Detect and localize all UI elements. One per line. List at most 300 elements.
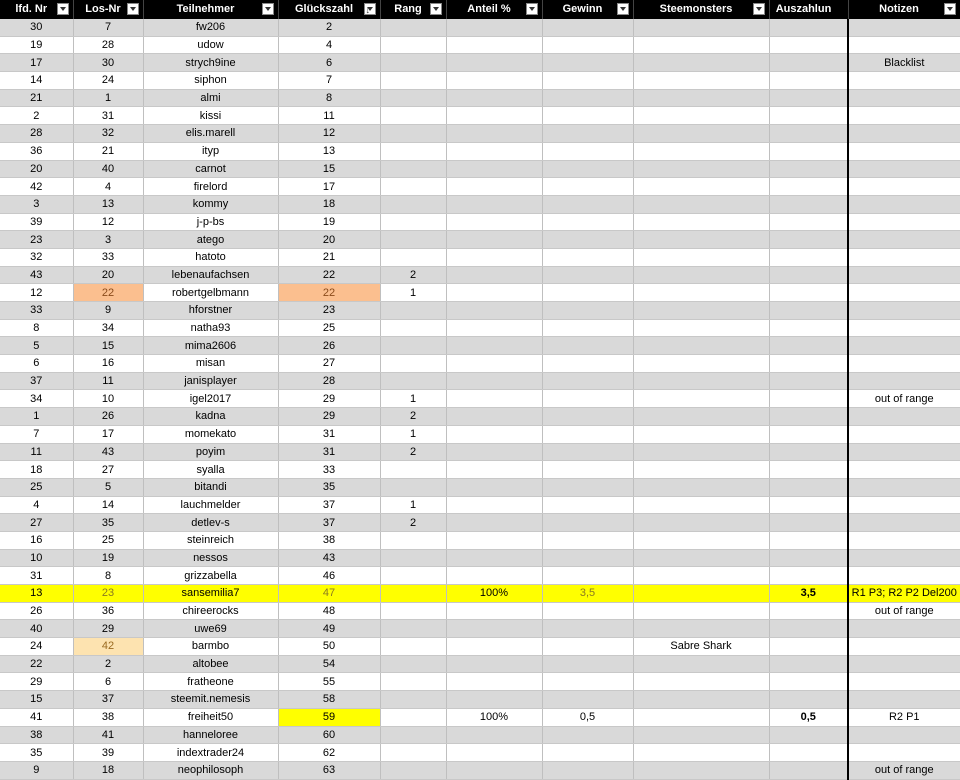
cell-glueckszahl[interactable]: 46 <box>278 567 380 585</box>
cell-glueckszahl[interactable]: 8 <box>278 89 380 107</box>
cell-rang[interactable] <box>380 36 446 54</box>
cell-anteil[interactable] <box>446 372 542 390</box>
cell-gewinn[interactable] <box>542 36 633 54</box>
cell-lfd-nr[interactable]: 1 <box>0 408 73 426</box>
cell-anteil[interactable] <box>446 549 542 567</box>
cell-teilnehmer[interactable]: misan <box>143 355 278 373</box>
cell-auszahlung[interactable] <box>769 726 848 744</box>
cell-los-nr[interactable]: 39 <box>73 744 143 762</box>
cell-auszahlung[interactable] <box>769 655 848 673</box>
cell-notizen[interactable] <box>848 408 960 426</box>
cell-notizen[interactable]: R2 P1 <box>848 708 960 726</box>
cell-glueckszahl[interactable]: 12 <box>278 125 380 143</box>
cell-steemonsters[interactable] <box>633 620 769 638</box>
cell-gewinn[interactable] <box>542 248 633 266</box>
cell-los-nr[interactable]: 43 <box>73 443 143 461</box>
cell-anteil[interactable] <box>446 337 542 355</box>
cell-gewinn[interactable] <box>542 425 633 443</box>
cell-lfd-nr[interactable]: 13 <box>0 585 73 603</box>
cell-glueckszahl[interactable]: 62 <box>278 744 380 762</box>
cell-gewinn[interactable] <box>542 355 633 373</box>
cell-anteil[interactable] <box>446 461 542 479</box>
cell-rang[interactable]: 1 <box>380 390 446 408</box>
cell-anteil[interactable]: 100% <box>446 585 542 603</box>
cell-rang[interactable] <box>380 726 446 744</box>
cell-steemonsters[interactable] <box>633 691 769 709</box>
cell-auszahlung[interactable] <box>769 89 848 107</box>
cell-teilnehmer[interactable]: firelord <box>143 178 278 196</box>
cell-steemonsters[interactable] <box>633 36 769 54</box>
cell-rang[interactable] <box>380 302 446 320</box>
cell-steemonsters[interactable] <box>633 72 769 90</box>
cell-los-nr[interactable]: 36 <box>73 602 143 620</box>
filter-dropdown-icon[interactable] <box>430 3 442 15</box>
cell-auszahlung[interactable] <box>769 408 848 426</box>
cell-auszahlung[interactable] <box>769 461 848 479</box>
cell-rang[interactable]: 2 <box>380 266 446 284</box>
cell-los-nr[interactable]: 22 <box>73 284 143 302</box>
cell-gewinn[interactable] <box>542 408 633 426</box>
cell-steemonsters[interactable] <box>633 443 769 461</box>
cell-los-nr[interactable]: 42 <box>73 638 143 656</box>
cell-steemonsters[interactable] <box>633 19 769 36</box>
cell-anteil[interactable] <box>446 54 542 72</box>
cell-notizen[interactable] <box>848 531 960 549</box>
cell-lfd-nr[interactable]: 37 <box>0 372 73 390</box>
cell-notizen[interactable] <box>848 337 960 355</box>
cell-lfd-nr[interactable]: 40 <box>0 620 73 638</box>
sort-filter-icon[interactable] <box>364 3 376 15</box>
cell-los-nr[interactable]: 8 <box>73 567 143 585</box>
cell-los-nr[interactable]: 20 <box>73 266 143 284</box>
cell-lfd-nr[interactable]: 39 <box>0 213 73 231</box>
cell-lfd-nr[interactable]: 25 <box>0 478 73 496</box>
cell-rang[interactable] <box>380 54 446 72</box>
cell-auszahlung[interactable] <box>769 36 848 54</box>
cell-teilnehmer[interactable]: uwe69 <box>143 620 278 638</box>
cell-notizen[interactable] <box>848 142 960 160</box>
cell-teilnehmer[interactable]: hatoto <box>143 248 278 266</box>
cell-teilnehmer[interactable]: j-p-bs <box>143 213 278 231</box>
cell-anteil[interactable] <box>446 691 542 709</box>
cell-auszahlung[interactable] <box>769 19 848 36</box>
cell-gewinn[interactable] <box>542 319 633 337</box>
cell-steemonsters[interactable] <box>633 231 769 249</box>
cell-gewinn[interactable] <box>542 390 633 408</box>
cell-gewinn[interactable] <box>542 602 633 620</box>
cell-teilnehmer[interactable]: mima2606 <box>143 337 278 355</box>
cell-gewinn[interactable] <box>542 284 633 302</box>
cell-auszahlung[interactable] <box>769 302 848 320</box>
cell-steemonsters[interactable] <box>633 213 769 231</box>
cell-notizen[interactable] <box>848 461 960 479</box>
cell-rang[interactable] <box>380 213 446 231</box>
cell-anteil[interactable] <box>446 761 542 779</box>
cell-auszahlung[interactable] <box>769 72 848 90</box>
cell-steemonsters[interactable] <box>633 478 769 496</box>
cell-glueckszahl[interactable]: 13 <box>278 142 380 160</box>
cell-teilnehmer[interactable]: syalla <box>143 461 278 479</box>
cell-auszahlung[interactable] <box>769 337 848 355</box>
cell-teilnehmer[interactable]: poyim <box>143 443 278 461</box>
cell-gewinn[interactable] <box>542 638 633 656</box>
cell-anteil[interactable] <box>446 107 542 125</box>
cell-glueckszahl[interactable]: 43 <box>278 549 380 567</box>
cell-los-nr[interactable]: 18 <box>73 761 143 779</box>
cell-notizen[interactable] <box>848 638 960 656</box>
cell-auszahlung[interactable] <box>769 178 848 196</box>
cell-auszahlung[interactable] <box>769 425 848 443</box>
cell-glueckszahl[interactable]: 37 <box>278 514 380 532</box>
cell-notizen[interactable]: R1 P3; R2 P2 Del200 <box>848 585 960 603</box>
cell-teilnehmer[interactable]: detlev-s <box>143 514 278 532</box>
cell-auszahlung[interactable] <box>769 478 848 496</box>
cell-anteil[interactable] <box>446 408 542 426</box>
cell-steemonsters[interactable] <box>633 337 769 355</box>
cell-gewinn[interactable] <box>542 54 633 72</box>
cell-glueckszahl[interactable]: 29 <box>278 408 380 426</box>
cell-glueckszahl[interactable]: 15 <box>278 160 380 178</box>
cell-teilnehmer[interactable]: fw206 <box>143 19 278 36</box>
cell-teilnehmer[interactable]: kissi <box>143 107 278 125</box>
cell-steemonsters[interactable] <box>633 461 769 479</box>
cell-notizen[interactable] <box>848 266 960 284</box>
cell-auszahlung[interactable] <box>769 744 848 762</box>
cell-gewinn[interactable] <box>542 531 633 549</box>
cell-anteil[interactable] <box>446 744 542 762</box>
cell-auszahlung[interactable] <box>769 107 848 125</box>
cell-rang[interactable]: 2 <box>380 443 446 461</box>
cell-los-nr[interactable]: 25 <box>73 531 143 549</box>
cell-steemonsters[interactable] <box>633 567 769 585</box>
cell-notizen[interactable] <box>848 89 960 107</box>
cell-steemonsters[interactable] <box>633 655 769 673</box>
cell-los-nr[interactable]: 34 <box>73 319 143 337</box>
cell-gewinn[interactable] <box>542 302 633 320</box>
cell-lfd-nr[interactable]: 15 <box>0 691 73 709</box>
cell-anteil[interactable] <box>446 496 542 514</box>
cell-gewinn[interactable] <box>542 549 633 567</box>
cell-gewinn[interactable] <box>542 178 633 196</box>
cell-los-nr[interactable]: 29 <box>73 620 143 638</box>
cell-glueckszahl[interactable]: 25 <box>278 319 380 337</box>
cell-auszahlung[interactable] <box>769 691 848 709</box>
cell-teilnehmer[interactable]: strych9ine <box>143 54 278 72</box>
cell-anteil[interactable] <box>446 638 542 656</box>
cell-glueckszahl[interactable]: 18 <box>278 195 380 213</box>
cell-anteil[interactable] <box>446 284 542 302</box>
cell-teilnehmer[interactable]: janisplayer <box>143 372 278 390</box>
cell-los-nr[interactable]: 31 <box>73 107 143 125</box>
cell-lfd-nr[interactable]: 27 <box>0 514 73 532</box>
cell-rang[interactable] <box>380 178 446 196</box>
cell-auszahlung[interactable] <box>769 125 848 143</box>
cell-los-nr[interactable]: 23 <box>73 585 143 603</box>
cell-gewinn[interactable]: 0,5 <box>542 708 633 726</box>
cell-lfd-nr[interactable]: 4 <box>0 496 73 514</box>
cell-los-nr[interactable]: 15 <box>73 337 143 355</box>
cell-steemonsters[interactable] <box>633 390 769 408</box>
cell-lfd-nr[interactable]: 5 <box>0 337 73 355</box>
cell-auszahlung[interactable] <box>769 620 848 638</box>
cell-notizen[interactable]: out of range <box>848 761 960 779</box>
cell-gewinn[interactable] <box>542 231 633 249</box>
cell-notizen[interactable] <box>848 691 960 709</box>
cell-steemonsters[interactable] <box>633 531 769 549</box>
cell-anteil[interactable] <box>446 355 542 373</box>
cell-notizen[interactable] <box>848 302 960 320</box>
cell-lfd-nr[interactable]: 6 <box>0 355 73 373</box>
cell-gewinn[interactable] <box>542 691 633 709</box>
cell-notizen[interactable] <box>848 514 960 532</box>
cell-rang[interactable] <box>380 355 446 373</box>
cell-teilnehmer[interactable]: grizzabella <box>143 567 278 585</box>
cell-auszahlung[interactable] <box>769 761 848 779</box>
cell-notizen[interactable] <box>848 178 960 196</box>
cell-notizen[interactable] <box>848 72 960 90</box>
cell-los-nr[interactable]: 30 <box>73 54 143 72</box>
cell-glueckszahl[interactable]: 35 <box>278 478 380 496</box>
cell-auszahlung[interactable] <box>769 549 848 567</box>
cell-glueckszahl[interactable]: 11 <box>278 107 380 125</box>
cell-rang[interactable] <box>380 673 446 691</box>
cell-rang[interactable]: 1 <box>380 284 446 302</box>
cell-teilnehmer[interactable]: lebenaufachsen <box>143 266 278 284</box>
cell-lfd-nr[interactable]: 14 <box>0 72 73 90</box>
cell-rang[interactable] <box>380 72 446 90</box>
cell-teilnehmer[interactable]: freiheit50 <box>143 708 278 726</box>
cell-anteil[interactable] <box>446 160 542 178</box>
cell-los-nr[interactable]: 19 <box>73 549 143 567</box>
cell-lfd-nr[interactable]: 8 <box>0 319 73 337</box>
cell-glueckszahl[interactable]: 37 <box>278 496 380 514</box>
cell-los-nr[interactable]: 32 <box>73 125 143 143</box>
cell-glueckszahl[interactable]: 49 <box>278 620 380 638</box>
cell-gewinn[interactable] <box>542 72 633 90</box>
cell-auszahlung[interactable] <box>769 390 848 408</box>
cell-los-nr[interactable]: 28 <box>73 36 143 54</box>
cell-los-nr[interactable]: 10 <box>73 390 143 408</box>
cell-steemonsters[interactable] <box>633 372 769 390</box>
cell-lfd-nr[interactable]: 43 <box>0 266 73 284</box>
cell-gewinn[interactable] <box>542 567 633 585</box>
cell-anteil[interactable] <box>446 36 542 54</box>
cell-steemonsters[interactable] <box>633 744 769 762</box>
cell-gewinn[interactable] <box>542 89 633 107</box>
cell-anteil[interactable] <box>446 195 542 213</box>
cell-teilnehmer[interactable]: siphon <box>143 72 278 90</box>
filter-dropdown-icon[interactable] <box>57 3 69 15</box>
cell-anteil[interactable] <box>446 673 542 691</box>
cell-glueckszahl[interactable]: 48 <box>278 602 380 620</box>
cell-steemonsters[interactable] <box>633 89 769 107</box>
cell-anteil[interactable] <box>446 726 542 744</box>
cell-auszahlung[interactable]: 3,5 <box>769 585 848 603</box>
cell-gewinn[interactable] <box>542 461 633 479</box>
cell-notizen[interactable] <box>848 284 960 302</box>
cell-notizen[interactable] <box>848 248 960 266</box>
cell-anteil[interactable] <box>446 478 542 496</box>
cell-teilnehmer[interactable]: neophilosoph <box>143 761 278 779</box>
cell-los-nr[interactable]: 38 <box>73 708 143 726</box>
cell-anteil[interactable] <box>446 443 542 461</box>
cell-los-nr[interactable]: 40 <box>73 160 143 178</box>
cell-notizen[interactable] <box>848 213 960 231</box>
cell-gewinn[interactable] <box>542 160 633 178</box>
cell-notizen[interactable] <box>848 195 960 213</box>
cell-steemonsters[interactable] <box>633 319 769 337</box>
cell-glueckszahl[interactable]: 28 <box>278 372 380 390</box>
cell-steemonsters[interactable] <box>633 549 769 567</box>
cell-teilnehmer[interactable]: nessos <box>143 549 278 567</box>
cell-notizen[interactable] <box>848 107 960 125</box>
cell-lfd-nr[interactable]: 23 <box>0 231 73 249</box>
cell-auszahlung[interactable] <box>769 231 848 249</box>
cell-los-nr[interactable]: 17 <box>73 425 143 443</box>
cell-notizen[interactable] <box>848 726 960 744</box>
cell-rang[interactable] <box>380 655 446 673</box>
cell-gewinn[interactable] <box>542 620 633 638</box>
cell-auszahlung[interactable] <box>769 602 848 620</box>
cell-gewinn[interactable] <box>542 213 633 231</box>
cell-notizen[interactable] <box>848 355 960 373</box>
cell-lfd-nr[interactable]: 12 <box>0 284 73 302</box>
cell-gewinn[interactable] <box>542 673 633 691</box>
cell-lfd-nr[interactable]: 30 <box>0 19 73 36</box>
cell-steemonsters[interactable] <box>633 726 769 744</box>
cell-rang[interactable] <box>380 708 446 726</box>
cell-teilnehmer[interactable]: natha93 <box>143 319 278 337</box>
cell-rang[interactable] <box>380 231 446 249</box>
cell-steemonsters[interactable] <box>633 514 769 532</box>
cell-rang[interactable] <box>380 761 446 779</box>
cell-teilnehmer[interactable]: kommy <box>143 195 278 213</box>
cell-notizen[interactable] <box>848 655 960 673</box>
cell-teilnehmer[interactable]: fratheone <box>143 673 278 691</box>
cell-glueckszahl[interactable]: 23 <box>278 302 380 320</box>
cell-auszahlung[interactable] <box>769 213 848 231</box>
cell-teilnehmer[interactable]: udow <box>143 36 278 54</box>
cell-teilnehmer[interactable]: lauchmelder <box>143 496 278 514</box>
cell-steemonsters[interactable] <box>633 54 769 72</box>
cell-teilnehmer[interactable]: momekato <box>143 425 278 443</box>
cell-los-nr[interactable]: 3 <box>73 231 143 249</box>
cell-steemonsters[interactable] <box>633 708 769 726</box>
cell-glueckszahl[interactable]: 59 <box>278 708 380 726</box>
cell-anteil[interactable] <box>446 620 542 638</box>
cell-rang[interactable] <box>380 478 446 496</box>
cell-anteil[interactable] <box>446 302 542 320</box>
cell-steemonsters[interactable] <box>633 496 769 514</box>
cell-rang[interactable] <box>380 107 446 125</box>
cell-teilnehmer[interactable]: atego <box>143 231 278 249</box>
cell-anteil[interactable] <box>446 19 542 36</box>
cell-los-nr[interactable]: 6 <box>73 673 143 691</box>
cell-teilnehmer[interactable]: carnot <box>143 160 278 178</box>
cell-rang[interactable] <box>380 461 446 479</box>
cell-anteil[interactable] <box>446 178 542 196</box>
cell-steemonsters[interactable] <box>633 178 769 196</box>
cell-auszahlung[interactable] <box>769 266 848 284</box>
cell-teilnehmer[interactable]: barmbo <box>143 638 278 656</box>
cell-notizen[interactable] <box>848 673 960 691</box>
cell-glueckszahl[interactable]: 22 <box>278 284 380 302</box>
cell-notizen[interactable] <box>848 425 960 443</box>
cell-teilnehmer[interactable]: kadna <box>143 408 278 426</box>
cell-rang[interactable]: 2 <box>380 514 446 532</box>
cell-auszahlung[interactable] <box>769 372 848 390</box>
cell-lfd-nr[interactable]: 2 <box>0 107 73 125</box>
cell-teilnehmer[interactable]: altobee <box>143 655 278 673</box>
cell-los-nr[interactable]: 37 <box>73 691 143 709</box>
cell-steemonsters[interactable] <box>633 408 769 426</box>
cell-anteil[interactable] <box>446 514 542 532</box>
cell-glueckszahl[interactable]: 38 <box>278 531 380 549</box>
cell-lfd-nr[interactable]: 18 <box>0 461 73 479</box>
cell-glueckszahl[interactable]: 55 <box>278 673 380 691</box>
cell-rang[interactable] <box>380 319 446 337</box>
cell-los-nr[interactable]: 11 <box>73 372 143 390</box>
cell-lfd-nr[interactable]: 19 <box>0 36 73 54</box>
cell-notizen[interactable] <box>848 620 960 638</box>
cell-auszahlung[interactable] <box>769 638 848 656</box>
cell-notizen[interactable]: out of range <box>848 602 960 620</box>
cell-glueckszahl[interactable]: 54 <box>278 655 380 673</box>
cell-auszahlung[interactable] <box>769 284 848 302</box>
cell-rang[interactable]: 1 <box>380 425 446 443</box>
cell-teilnehmer[interactable]: elis.marell <box>143 125 278 143</box>
cell-lfd-nr[interactable]: 36 <box>0 142 73 160</box>
cell-los-nr[interactable]: 16 <box>73 355 143 373</box>
cell-glueckszahl[interactable]: 21 <box>278 248 380 266</box>
cell-notizen[interactable] <box>848 319 960 337</box>
cell-lfd-nr[interactable]: 11 <box>0 443 73 461</box>
cell-los-nr[interactable]: 26 <box>73 408 143 426</box>
cell-steemonsters[interactable] <box>633 355 769 373</box>
cell-anteil[interactable] <box>446 266 542 284</box>
cell-los-nr[interactable]: 12 <box>73 213 143 231</box>
cell-los-nr[interactable]: 7 <box>73 19 143 36</box>
cell-notizen[interactable] <box>848 160 960 178</box>
filter-dropdown-icon[interactable] <box>944 3 956 15</box>
filter-dropdown-icon[interactable] <box>617 3 629 15</box>
cell-auszahlung[interactable] <box>769 248 848 266</box>
cell-gewinn[interactable]: 3,5 <box>542 585 633 603</box>
cell-glueckszahl[interactable]: 31 <box>278 443 380 461</box>
cell-rang[interactable] <box>380 638 446 656</box>
cell-lfd-nr[interactable]: 31 <box>0 567 73 585</box>
cell-lfd-nr[interactable]: 42 <box>0 178 73 196</box>
cell-los-nr[interactable]: 2 <box>73 655 143 673</box>
cell-glueckszahl[interactable]: 17 <box>278 178 380 196</box>
cell-notizen[interactable] <box>848 125 960 143</box>
cell-rang[interactable] <box>380 372 446 390</box>
cell-teilnehmer[interactable]: robertgelbmann <box>143 284 278 302</box>
cell-teilnehmer[interactable]: ityp <box>143 142 278 160</box>
cell-gewinn[interactable] <box>542 125 633 143</box>
cell-glueckszahl[interactable]: 47 <box>278 585 380 603</box>
cell-rang[interactable] <box>380 620 446 638</box>
cell-steemonsters[interactable] <box>633 673 769 691</box>
cell-anteil[interactable] <box>446 425 542 443</box>
cell-lfd-nr[interactable]: 38 <box>0 726 73 744</box>
cell-steemonsters[interactable] <box>633 266 769 284</box>
cell-los-nr[interactable]: 13 <box>73 195 143 213</box>
cell-rang[interactable] <box>380 89 446 107</box>
cell-notizen[interactable] <box>848 19 960 36</box>
cell-anteil[interactable] <box>446 655 542 673</box>
cell-los-nr[interactable]: 24 <box>73 72 143 90</box>
